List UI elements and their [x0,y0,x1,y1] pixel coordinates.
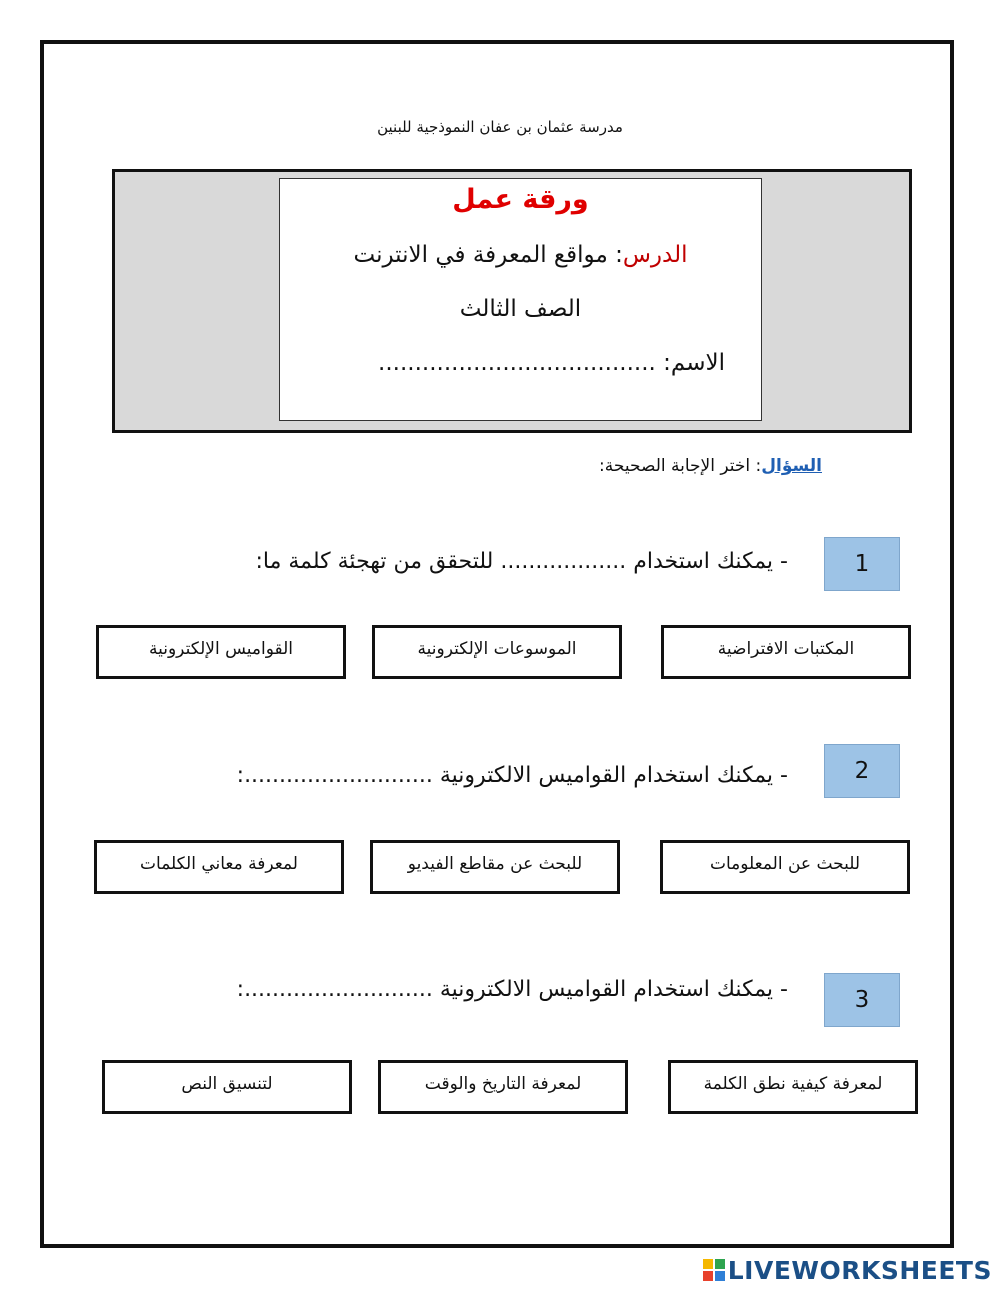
question-instruction [400,456,822,476]
student-name-field[interactable]: الاسم: ...................................... [378,350,725,376]
logo-square-3 [703,1271,713,1281]
lesson-separator: : [615,242,623,268]
liveworksheets-watermark [703,1255,992,1285]
question-text: : اختر الإجابة الصحيحة: [599,456,762,476]
worksheet-title: ورقة عمل [452,184,589,215]
lesson-line [279,242,762,268]
logo-square-1 [703,1259,713,1269]
lesson-value: مواقع المعرفة في الانترنت [353,242,616,268]
logo-square-2 [715,1259,725,1269]
question-number-2: 2 [824,744,900,798]
option-2-a[interactable]: للبحث عن المعلومات [660,840,910,894]
watermark-text: LIVEWORKSHEETS [727,1255,992,1285]
option-2-b[interactable]: للبحث عن مقاطع الفيديو [370,840,620,894]
question-number-3: 3 [824,973,900,1027]
question-number-1: 1 [824,537,900,591]
lesson-label: الدرس [622,242,688,268]
school-name: مدرسة عثمان بن عفان النموذجية للبنين [377,118,623,136]
liveworksheets-logo-icon [703,1259,725,1281]
grade-label: الصف الثالث [459,296,582,322]
option-3-b[interactable]: لمعرفة التاريخ والوقت [378,1060,628,1114]
logo-square-4 [715,1271,725,1281]
option-1-a[interactable]: المكتبات الافتراضية [661,625,911,679]
question-3-text: - يمكنك استخدام القواميس الالكترونية ...........................: [236,977,788,1002]
option-2-c[interactable]: لمعرفة معاني الكلمات [94,840,344,894]
question-2-text: - يمكنك استخدام القواميس الالكترونية ...........................: [236,763,788,788]
question-label: السؤال [761,456,822,476]
option-1-c[interactable]: القواميس الإلكترونية [96,625,346,679]
question-1-text: - يمكنك استخدام .................. للتحقق من تهجئة كلمة ما: [255,549,788,574]
option-3-a[interactable]: لمعرفة كيفية نطق الكلمة [668,1060,918,1114]
option-1-b[interactable]: الموسوعات الإلكترونية [372,625,622,679]
option-3-c[interactable]: لتنسيق النص [102,1060,352,1114]
